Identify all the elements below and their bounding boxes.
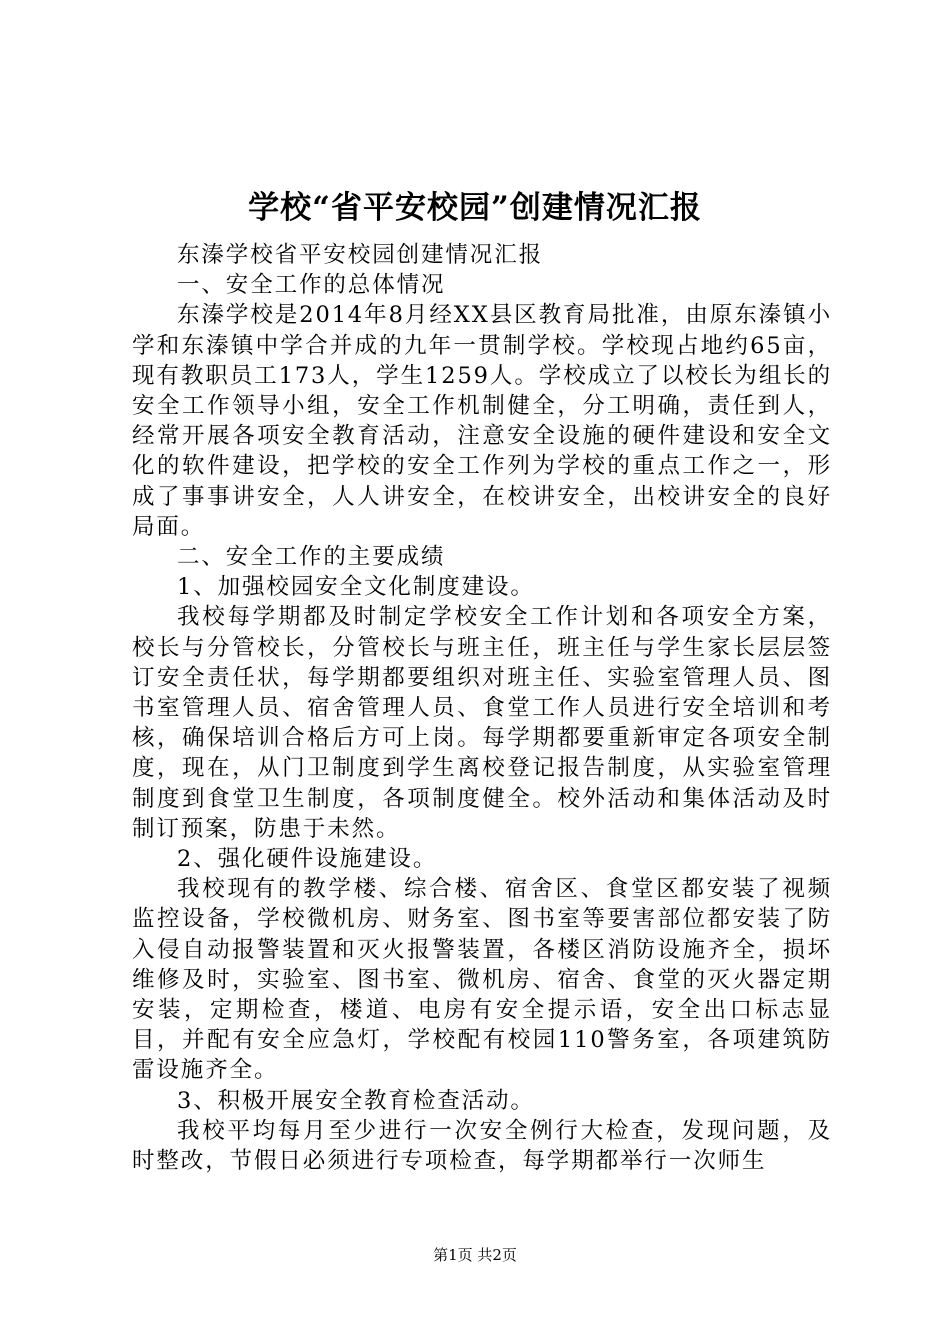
- paragraph-culture-system: 我校每学期都及时制定学校安全工作计划和各项安全方案，校长与分管校长，分管校长与班主任，班主任与学生家长层层签订安全责任状，每学期都要组织对班主任、实验室管理人员、图书室管理人员、宿舍管理人员、食堂工作人员进行安全培训和考核，确保培训合格后方可上岗。每学期都要重新审定各项安全制度，现在，从门卫制度到学生离校登记报告制度，从实验室管理制度到食堂卫生制度，各项制度健全。校外活动和集体活动及时制订预案，防患于未然。: [132, 604, 832, 842]
- page-footer: 第1页 共2页: [433, 1246, 517, 1264]
- subheading-culture-system: 1、加强校园安全文化制度建设。: [177, 574, 535, 601]
- paragraph-subtitle: 东溱学校省平安校园创建情况汇报: [177, 242, 544, 268]
- paragraph-inspection: 我校平均每月至少进行一次安全例行大检查，发现问题，及时整改，节假日必须进行专项检查，每学期都举行一次师生: [132, 1117, 832, 1175]
- subheading-inspection: 3、积极开展安全教育检查活动。: [177, 1087, 535, 1114]
- document-body: [132, 240, 832, 1176]
- paragraph-hardware: 我校现有的教学楼、综合楼、宿舍区、食堂区都安装了视频监控设备，学校微机房、财务室、图书室等要害部位都安装了防入侵自动报警装置和灭火报警装置，各楼区消防设施齐全，损坏维修及时，实验室、图书室、微机房、宿舍、食堂的灭火器定期安装，定期检查，楼道、电房有安全提示语，安全出口标志显目，并配有安全应急灯，学校配有校园110警务室，各项建筑防雷设施齐全。: [132, 876, 832, 1084]
- section-heading-achievements: 二、安全工作的主要成绩: [177, 544, 446, 571]
- subheading-hardware: 2、强化硬件设施建设。: [177, 846, 438, 873]
- section-heading-overview: 一、安全工作的总体情况: [177, 272, 446, 299]
- paragraph-overview: 东溱学校是2014年8月经XX县区教育局批准，由原东溱镇小学和东溱镇中学合并成的九年一贯制学校。学校现占地约65亩，现有教职员工173人，学生1259人。学校成立了以校长为组长的安全工作领导小组，安全工作机制健全，分工明确，责任到人，经常开展各项安全教育活动，注意安全设施的硬件建设和安全文化的软件建设，把学校的安全工作列为学校的重点工作之一，形成了事事讲安全，人人讲安全，在校讲安全，出校讲安全的良好局面。: [132, 302, 832, 540]
- document-title: 学校“省平安校园”创建情况汇报: [248, 190, 702, 226]
